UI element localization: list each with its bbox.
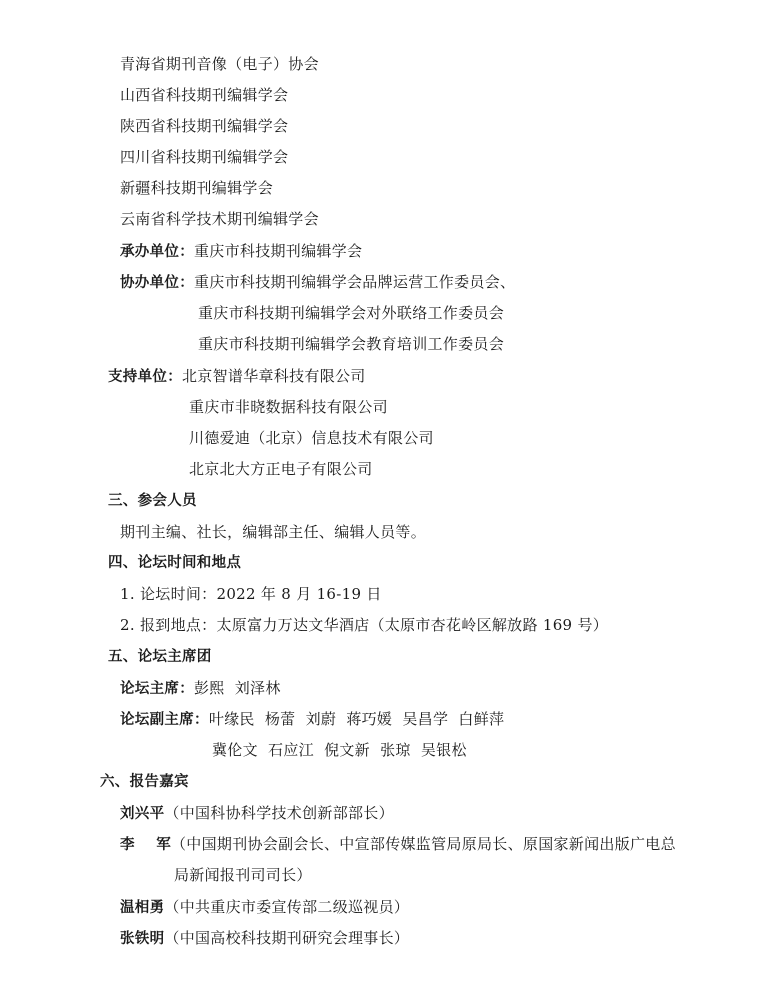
co-host-label: 协办单位：	[120, 275, 194, 291]
guest-title: （中国科协科学技术创新部部长）	[164, 804, 394, 822]
guest-row	[120, 897, 409, 918]
guest-name: 温相勇	[120, 900, 165, 916]
chair-label: 论坛主席：	[120, 681, 194, 697]
co-host-value: 重庆市科技期刊编辑学会教育培训工作委员会	[198, 335, 505, 353]
guest-name: 刘兴平	[120, 806, 165, 822]
section-heading-guests: 六、报告嘉宾	[100, 774, 189, 790]
host-row	[120, 241, 362, 262]
support-value: 北京智谱华章科技有限公司	[182, 367, 366, 385]
co-host-value: 重庆市科技期刊编辑学会对外联络工作委员会	[198, 304, 505, 322]
section-heading-time-place: 四、论坛时间和地点	[108, 555, 242, 571]
guest-name: 张铁明	[120, 931, 165, 947]
vice-chair-names: 冀伦文 石应江 倪文新 张琼 吴银松	[212, 741, 467, 759]
support-value: 重庆市非晓数据科技有限公司	[189, 398, 388, 416]
vice-chair-names: 叶缘民 杨蕾 刘蔚 蒋巧媛 吴昌学 白鲜萍	[208, 710, 505, 728]
chair-names: 彭熙 刘泽林	[194, 679, 281, 697]
guest-name: 李 军	[120, 837, 171, 853]
org-line: 陕西省科技期刊编辑学会	[120, 117, 289, 135]
org-line: 青海省期刊音像（电子）协会	[120, 55, 319, 73]
vice-chair-row	[120, 709, 504, 730]
org-line: 新疆科技期刊编辑学会	[120, 179, 274, 197]
co-host-row	[120, 272, 515, 293]
guest-row	[120, 928, 409, 949]
vice-chair-label: 论坛副主席：	[120, 712, 209, 728]
guest-title-continued: 局新闻报刊司司长）	[174, 866, 312, 884]
attendees-text: 期刊主编、社长，编辑部主任、编辑人员等。	[120, 523, 427, 541]
forum-time: 1. 论坛时间：2022 年 8 月 16-19 日	[120, 585, 382, 603]
host-label: 承办单位：	[120, 244, 194, 260]
co-host-value: 重庆市科技期刊编辑学会品牌运营工作委员会、	[194, 273, 516, 291]
org-line: 云南省科学技术期刊编辑学会	[120, 210, 319, 228]
guest-title: （中国高校科技期刊研究会理事长）	[164, 929, 410, 947]
guest-title: （中共重庆市委宣传部二级巡视员）	[164, 898, 410, 916]
section-heading-attendees: 三、参会人员	[108, 493, 197, 509]
section-heading-presidium: 五、论坛主席团	[108, 649, 212, 665]
guest-row	[120, 834, 676, 855]
support-label: 支持单位：	[108, 369, 182, 385]
support-value: 北京北大方正电子有限公司	[189, 460, 373, 478]
chair-row	[120, 678, 281, 699]
org-line: 山西省科技期刊编辑学会	[120, 86, 289, 104]
guest-title: （中国期刊协会副会长、中宣部传媒监管局原局长、原国家新闻出版广电总	[171, 835, 676, 853]
guest-row	[120, 803, 394, 824]
checkin-location: 2. 报到地点：太原富力万达文华酒店（太原市杏花岭区解放路 169 号）	[120, 616, 609, 634]
support-value: 川德爱迪（北京）信息技术有限公司	[189, 429, 434, 447]
host-value: 重庆市科技期刊编辑学会	[194, 242, 363, 260]
org-line: 四川省科技期刊编辑学会	[120, 148, 289, 166]
support-row	[108, 366, 366, 387]
